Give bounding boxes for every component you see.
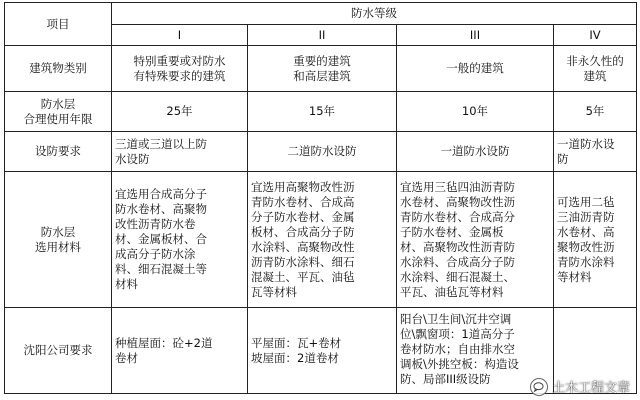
chat-bubble-icon: [530, 378, 548, 396]
header-grade-group: 防水等级: [112, 3, 637, 25]
table-cell: 重要的建筑 和高层建筑: [248, 46, 397, 92]
table-cell: 种植屋面：砼+2道 卷材: [112, 308, 248, 394]
table-row: [5, 46, 637, 92]
grade-header-1: I: [112, 25, 248, 46]
row-label: 沈阳公司要求: [5, 308, 112, 394]
table-cell: 一道防水设 防: [554, 132, 637, 172]
table-cell: 宜选用高聚物改性沥 青防水卷材、合成高 分子防水卷材、金属 板材、合成高分子防 水涂料、高聚物改性 沥青防水涂料、细石 混凝土、平瓦、油毡 瓦等材料: [248, 172, 397, 308]
table-cell: 一道防水设防: [397, 132, 554, 172]
table-cell: 25年: [112, 92, 248, 132]
watermark-text: 土木工程文章: [551, 381, 630, 396]
chat-bubble-icon-svg: [533, 382, 544, 392]
grade-header-4: IV: [554, 25, 637, 46]
table-row: [5, 92, 637, 132]
table-cell: 非永久性的 建筑: [554, 46, 637, 92]
table-row: [5, 132, 637, 172]
header-row-group: [5, 3, 637, 25]
waterproof-grade-table: [4, 2, 637, 394]
table-cell: 阳台\卫生间\沉井空调 位\飘窗项：1道高分子 卷材防水；自由排水空 调板\外挑空板：构造设 防、局部III级设防: [397, 308, 554, 394]
table-cell: 三道或三道以上防 水设防: [112, 132, 248, 172]
table-cell: 平屋面：瓦+卷材 坡屋面：2道卷材: [248, 308, 397, 394]
table-cell: 二道防水设防: [248, 132, 397, 172]
table-cell: 一般的建筑: [397, 46, 554, 92]
header-item-cell: 项目: [5, 3, 112, 46]
spec-table-wrapper: [4, 2, 637, 394]
table-cell: 可选用二毡 三油沥青防 水卷材、高 聚物改性沥 青防水涂料 等材料: [554, 172, 637, 308]
row-label: 防水层 选用材料: [5, 172, 112, 308]
grade-header-2: II: [248, 25, 397, 46]
table-cell: 宜选用合成高分子 防水卷材、高聚物 改性沥青防水卷 材、金属板材、合 成高分子防水涂 料、细石混凝土等 材料: [112, 172, 248, 308]
row-label: 设防要求: [5, 132, 112, 172]
row-label: 建筑物类别: [5, 46, 112, 92]
watermark: [530, 377, 630, 396]
table-cell: 5年: [554, 92, 637, 132]
table-row: [5, 172, 637, 308]
table-cell: 10年: [397, 92, 554, 132]
table-cell: 15年: [248, 92, 397, 132]
table-cell: 宜选用三毡四油沥青防 水卷材、高聚物改性沥 青防水卷材、合成高分 子防水卷材、金属板 材、高聚物改性沥青防 水涂料、合成高分子防 水涂料、细石混凝土、 平瓦、油毡瓦等材料: [397, 172, 554, 308]
row-label: 防水层 合理使用年限: [5, 92, 112, 132]
grade-header-3: III: [397, 25, 554, 46]
table-cell: 特别重要或对防水 有特殊要求的建筑: [112, 46, 248, 92]
